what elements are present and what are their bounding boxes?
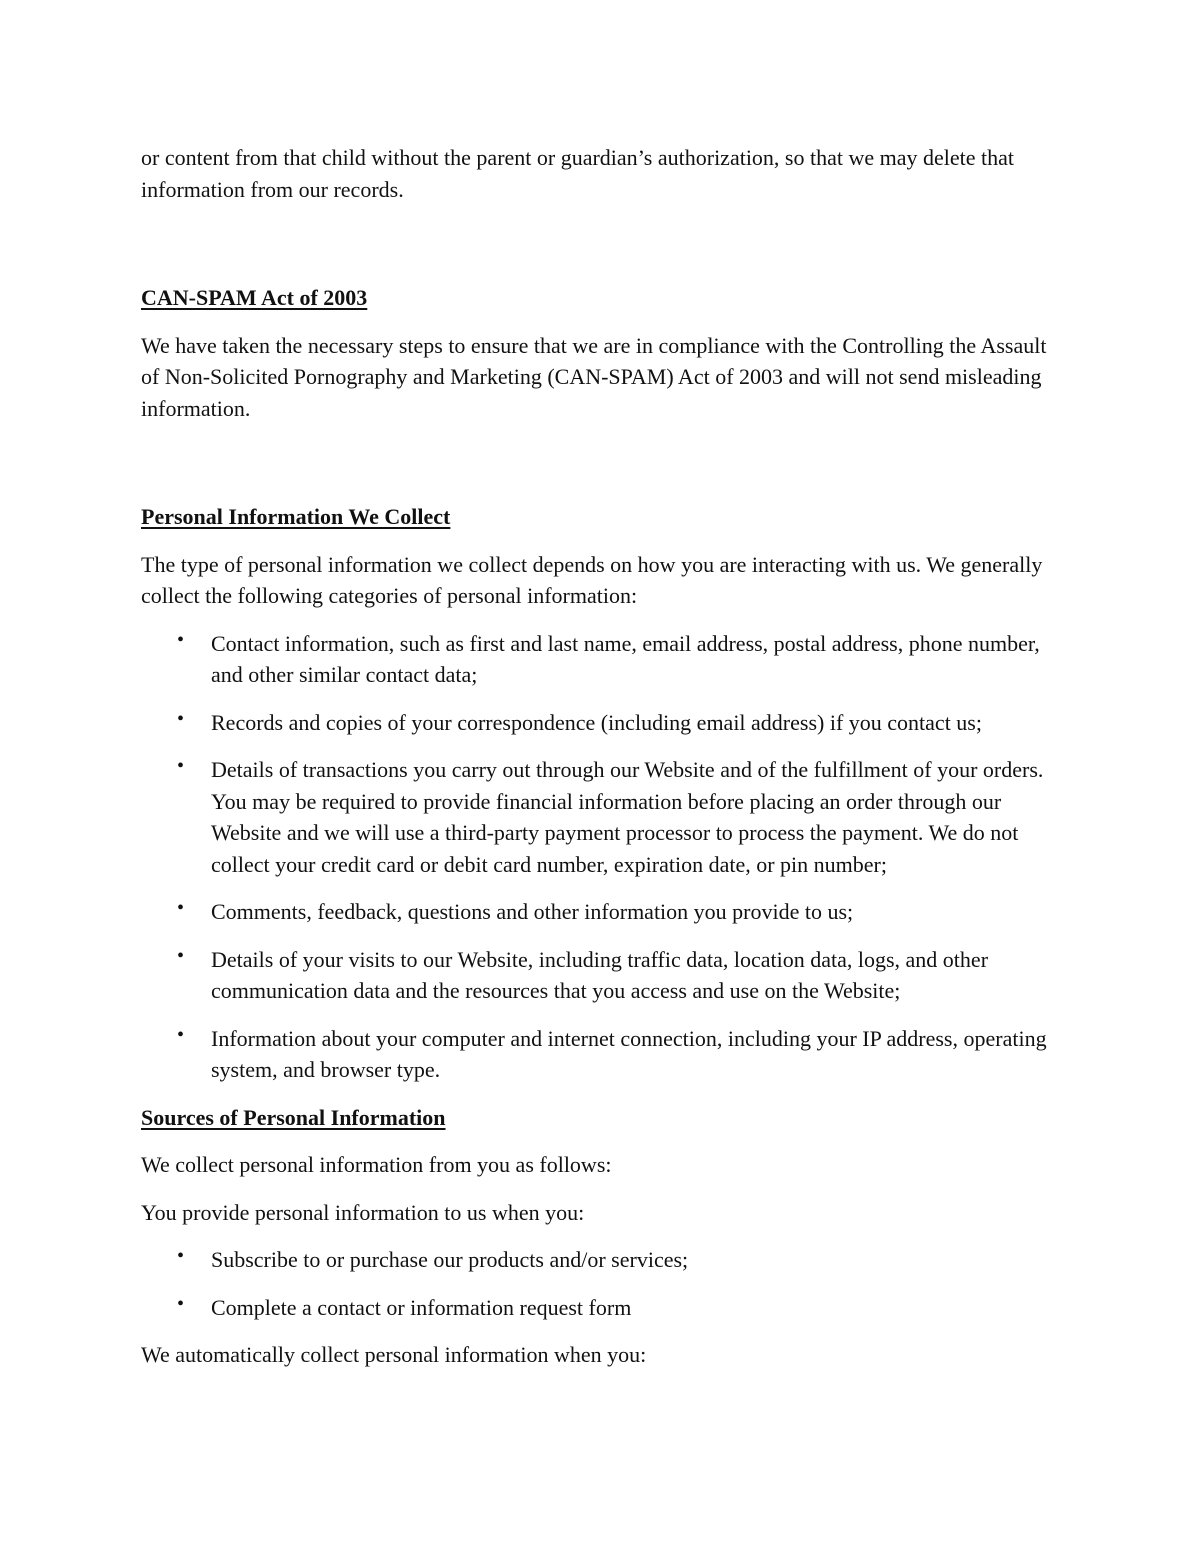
bullet-icon: • [177,628,185,651]
bullet-icon: • [177,897,185,919]
sources-heading: Sources of Personal Information [141,1104,446,1130]
list-item [141,707,1061,739]
sources-line-provide: You provide personal information to us when you: [141,1199,585,1225]
bullet-icon: • [177,944,185,967]
bullet-icon: • [177,1292,185,1315]
sources-list [141,1244,1061,1323]
list-item [141,754,1061,880]
list-item-text: Contact information, such as first and last name, email address, postal address, phone number, and other similar contact data; [211,630,1040,687]
list-item-text: Subscribe to or purchase our products and/or services; [211,1247,689,1272]
sources-line-collect: We collect personal information from you as follows: [141,1152,612,1177]
list-item [141,1023,1061,1086]
list-item-text: Complete a contact or information request form [211,1294,632,1320]
list-item-text: Details of your visits to our Website, including traffic data, location data, logs, and other communication data and the resources that you access and use on the Website; [211,946,989,1003]
bullet-icon: • [177,1023,185,1046]
can-spam-heading: CAN-SPAM Act of 2003 [141,285,368,310]
personal-info-heading: Personal Information We Collect [141,504,451,529]
bullet-icon: • [177,755,185,777]
personal-info-list [141,628,1061,1086]
list-item [141,1292,1061,1324]
can-spam-paragraph: We have taken the necessary steps to ensure that we are in compliance with the Controlling the Assault of Non-Solicited Pornography and Marketing (CAN-SPAM) Act of 2003 and will not send misleading information. [141,332,1047,421]
personal-info-paragraph: The type of personal information we collect depends on how you are interacting with us. We generally collect the following categories of personal information: [141,551,1043,608]
list-item-text: Comments, feedback, questions and other information you provide to us; [211,899,854,924]
list-item [141,944,1061,1007]
document-page [141,142,1061,1387]
sources-line-automatic: We automatically collect personal information when you: [141,1342,647,1367]
bullet-icon: • [177,707,185,730]
list-item [141,896,1061,928]
list-item-text: Records and copies of your correspondence (including email address) if you contact us; [211,709,982,735]
list-item [141,628,1061,691]
bullet-icon: • [177,1245,185,1267]
intro-paragraph: or content from that child without the parent or guardian’s authorization, so that we may delete that information from our records. [141,145,1015,202]
list-item-text: Details of transactions you carry out through our Website and of the fulfillment of your orders. You may be required to provide financial information before placing an order through our Website and we will use a third-party payment processor to process the payment. We do not collect your credit card or debit card number, expiration date, or pin number; [211,757,1044,877]
list-item-text: Information about your computer and internet connection, including your IP address, operating system, and browser type. [211,1025,1047,1082]
list-item [141,1244,1061,1276]
